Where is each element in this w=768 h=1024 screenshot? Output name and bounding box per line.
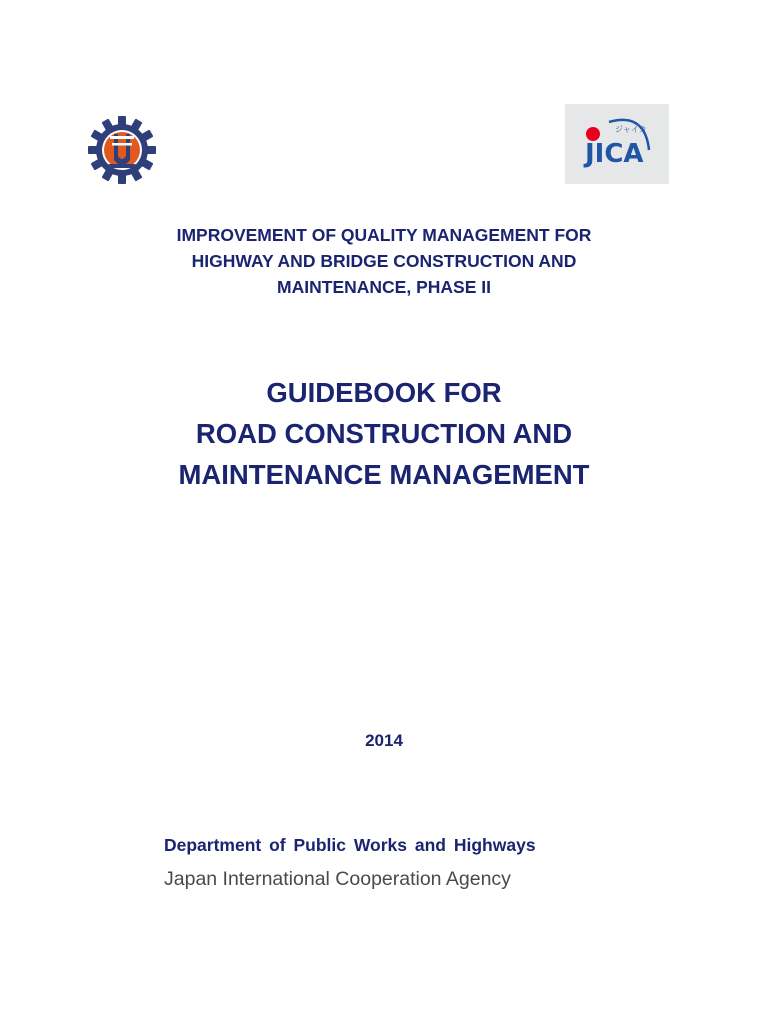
subtitle-line: MAINTENANCE, PHASE II bbox=[277, 277, 491, 297]
title-line: MAINTENANCE MANAGEMENT bbox=[178, 459, 590, 490]
title-line: GUIDEBOOK FOR bbox=[266, 377, 502, 408]
jica-logo-icon bbox=[565, 104, 669, 184]
dpwh-gear-seal-icon bbox=[88, 116, 156, 184]
subtitle-line: HIGHWAY AND BRIDGE CONSTRUCTION AND bbox=[191, 251, 577, 271]
department-name: Department of Public Works and Highways bbox=[164, 835, 536, 855]
svg-text:ジャイカ: ジャイカ bbox=[615, 125, 647, 134]
agency-name: Japan International Cooperation Agency bbox=[164, 868, 511, 890]
svg-text:JICA: JICA bbox=[585, 139, 644, 169]
document-title bbox=[84, 372, 684, 495]
publication-year: 2014 bbox=[365, 731, 403, 750]
subtitle-line: IMPROVEMENT OF QUALITY MANAGEMENT FOR bbox=[176, 225, 592, 245]
title-line: ROAD CONSTRUCTION AND bbox=[195, 418, 573, 449]
project-subtitle bbox=[84, 222, 684, 300]
